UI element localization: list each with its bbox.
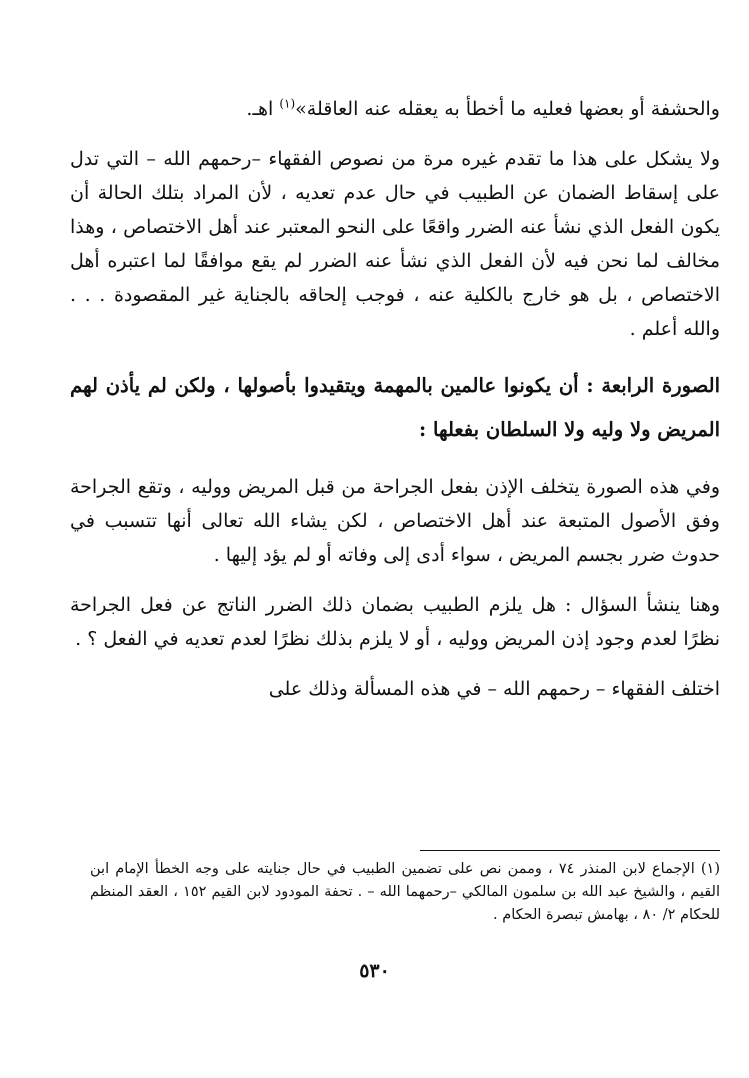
paragraph-4: وهنا ينشأ السؤال : هل يلزم الطبيب بضمان ذلك الضرر الناتج عن فعل الجراحة نظرًا لعدم وجود إذن المريض ووليه ، أو لا يلزم بذلك نظرًا لعدم تعديه في الفعل ؟ . (70, 594, 720, 650)
paragraph-2: ولا يشكل على هذا ما تقدم غيره مرة من نصوص الفقهاء –رحمهم الله – التي تدل على إسقاط الضمان عن الطبيب في حال عدم تعديه ، لأن المراد بتلك الحالة أن يكون الفعل الذي نشأ عنه الضرر واقعًا على النحو المعتبر عند أهل الاختصاص ، وهذا مخالف لما نحن فيه لأن الفعل الذي نشأ عنه الضرر لم يقع موافقًا لما اعتبره أهل الاختصاص ، بل هو خارج بالكلية عنه ، فوجب إلحاقه بالجناية غير المقصودة . . . والله أعلم . (70, 148, 720, 340)
footnote: (١) الإجماع لابن المنذر ٧٤ ، وممن نص على تضمين الطبيب في حال جنايته على وجه الخطأ الإمام ابن القيم ، والشيخ عبد الله بن سلمون المالكي –رحمهما الله – . تحفة المودود لابن القيم ١٥٢ ، العقد المنظم للحكام ٢/ ٨٠ ، بهامش تبصرة الحكام . (90, 861, 720, 923)
paragraph-5: اختلف الفقهاء – رحمهم الله – في هذه المسألة وذلك على (268, 678, 720, 700)
footnote-divider (420, 850, 720, 851)
paragraph-1-text: والحشفة أو بعضها فعليه ما أخطأ به يعقله عنه العاقلة» (295, 98, 720, 120)
paragraph-1-end: اهـ. (246, 98, 280, 120)
main-text (70, 92, 720, 706)
paragraph-3: وفي هذه الصورة يتخلف الإذن بفعل الجراحة من قبل المريض ووليه ، وتقع الجراحة وفق الأصول المتبعة عند أهل الاختصاص ، لكن يشاء الله تعالى أنها تتسبب في حدوث ضرر بجسم المريض ، سواء أدى إلى وفاته أو لم يؤد إليها . (70, 476, 720, 566)
footnote-reference: (١) (279, 96, 296, 111)
paragraph-1 (70, 92, 720, 126)
section-heading: الصورة الرابعة : أن يكونوا عالمين بالمهمة ويتقيدوا بأصولها ، ولكن لم يأذن لهم المريض ولا وليه ولا السلطان بفعلها : (70, 374, 720, 441)
page-number: ٥٣٠ (359, 960, 390, 982)
